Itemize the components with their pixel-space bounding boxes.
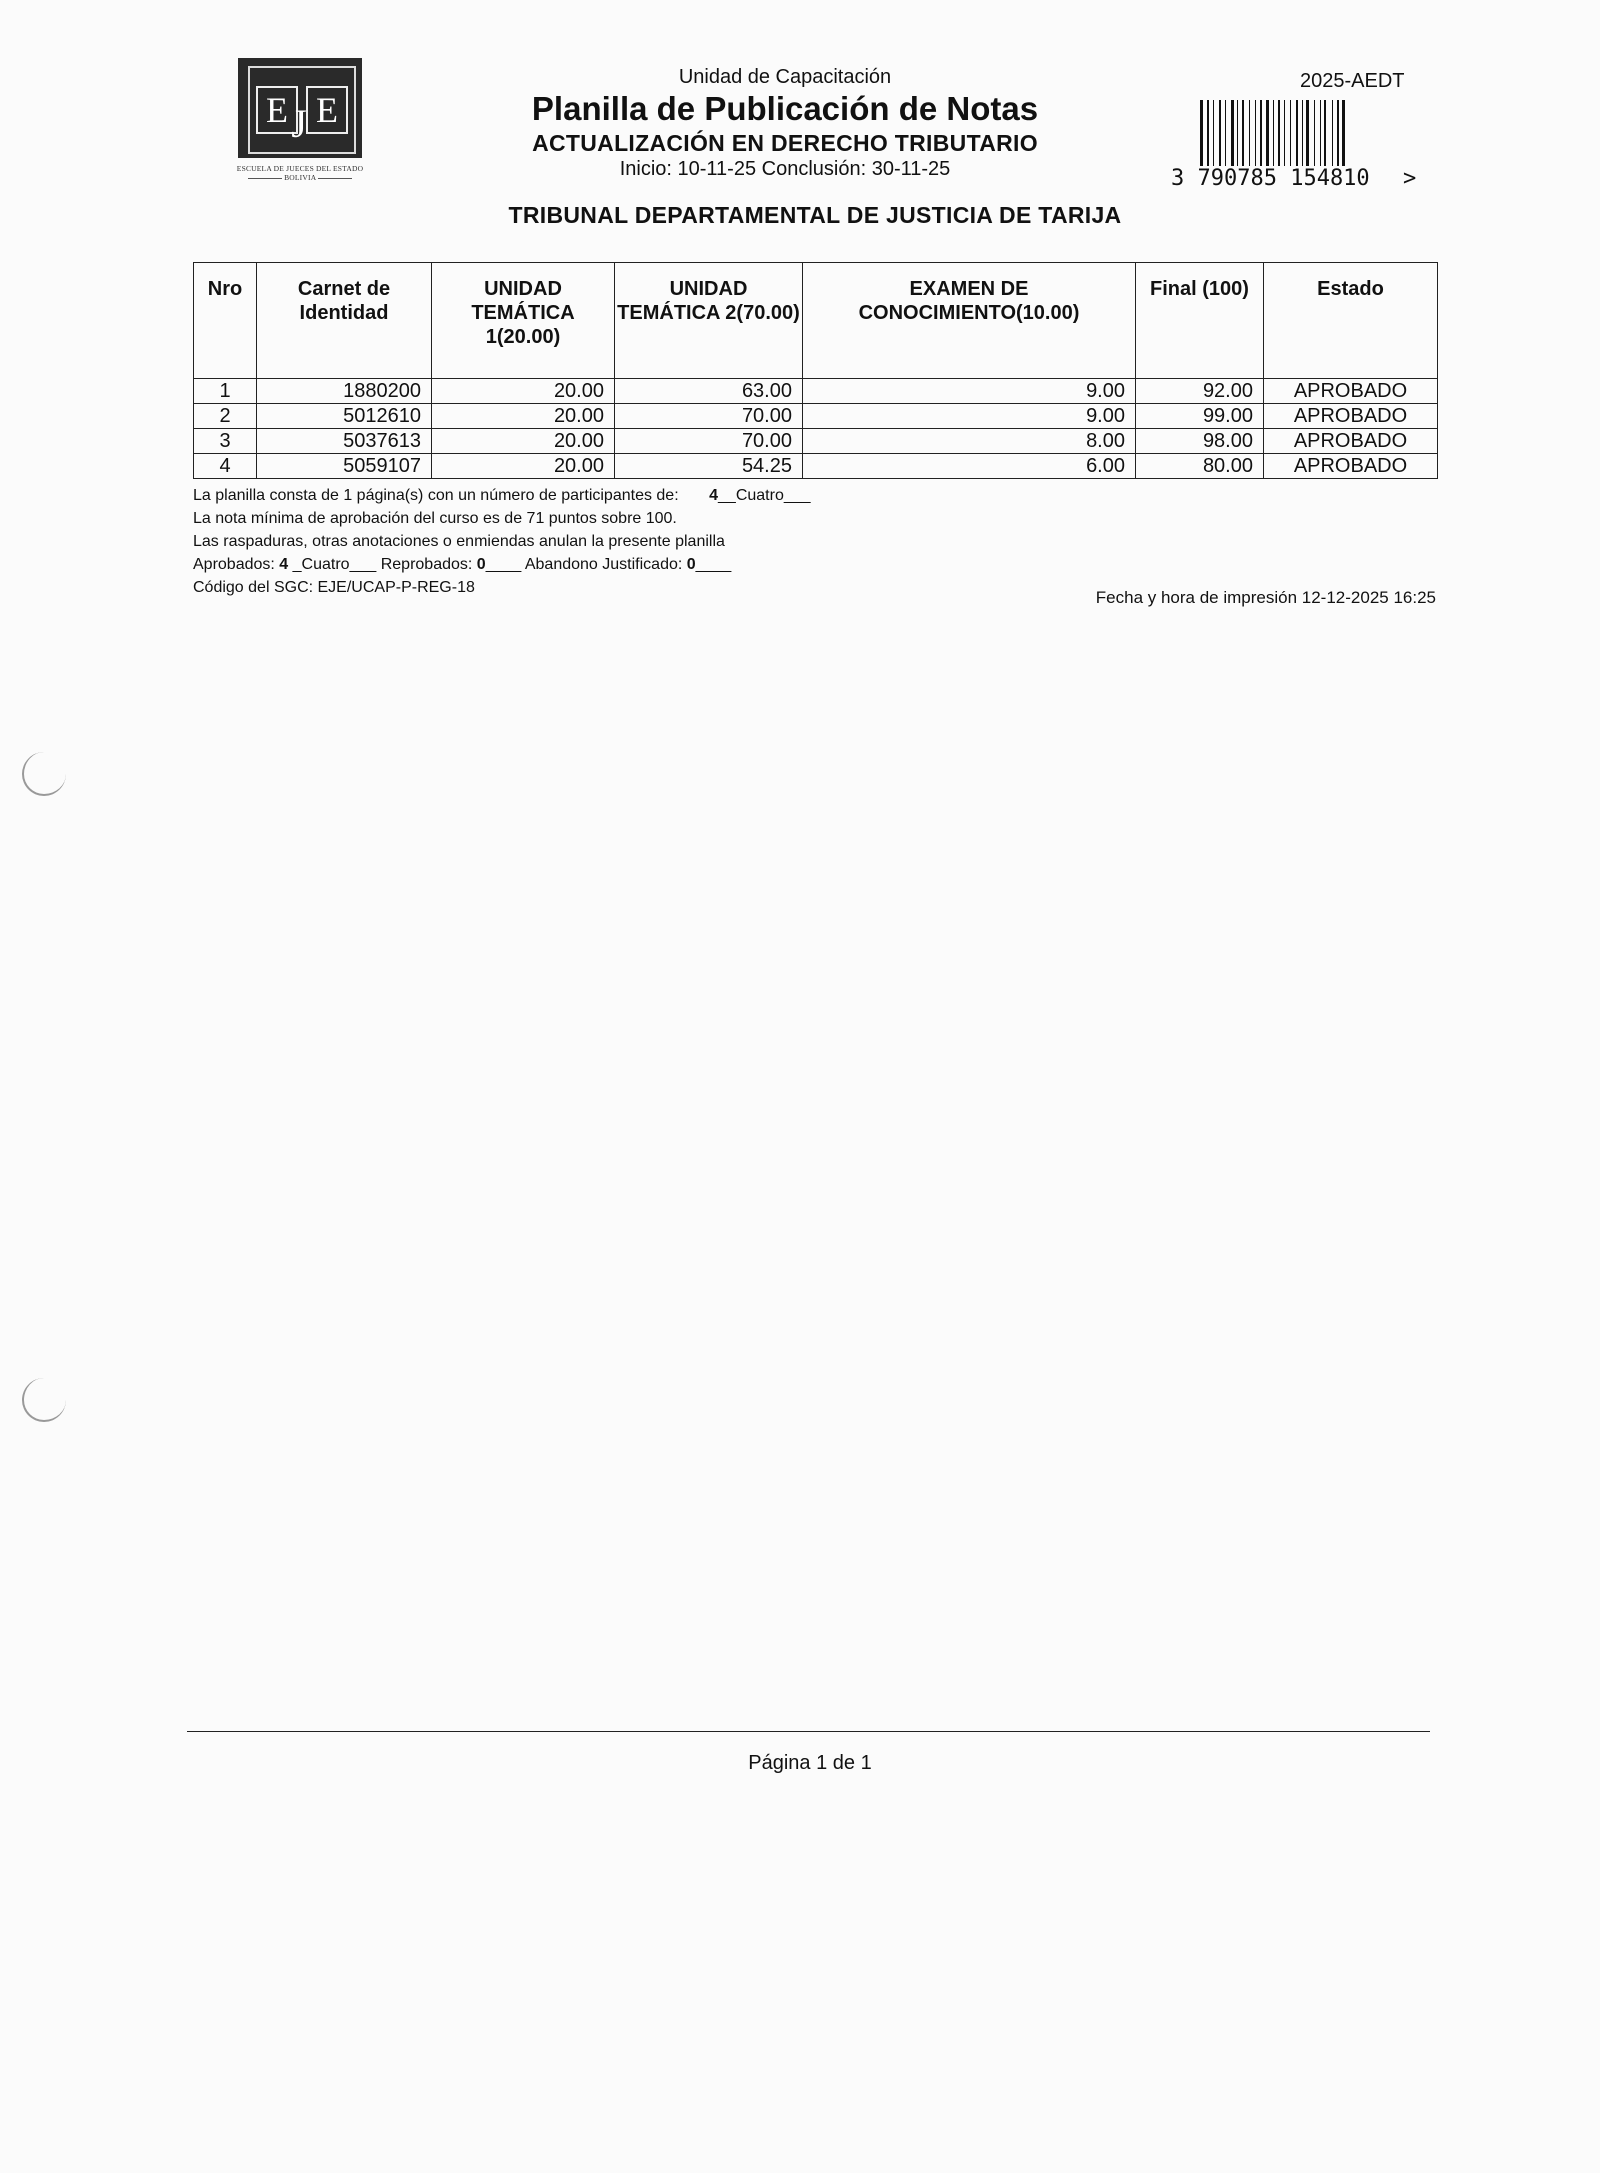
failed-label: Reprobados: — [380, 556, 473, 573]
cell-final: 98.00 — [1136, 429, 1264, 454]
cell-u2: 70.00 — [615, 429, 803, 454]
table-row — [194, 379, 1438, 404]
cell-u1: 20.00 — [432, 404, 615, 429]
table-header-row — [194, 263, 1438, 379]
cell-examen: 8.00 — [803, 429, 1136, 454]
approved-count: 4 — [279, 556, 289, 573]
barcode-suffix: > — [1402, 166, 1417, 191]
header-carnet: Carnet de Identidad — [257, 263, 432, 379]
header-examen: EXAMEN DE CONOCIMIENTO(10.00) — [803, 263, 1136, 379]
logo-caption-line1: ESCUELA DE JUECES DEL ESTADO — [236, 164, 364, 173]
table-row — [194, 454, 1438, 479]
cell-final: 92.00 — [1136, 379, 1264, 404]
table-row — [194, 429, 1438, 454]
sgc-code: Código del SGC: EJE/UCAP-P-REG-18 — [193, 579, 475, 596]
cell-u2: 63.00 — [615, 379, 803, 404]
cell-u1: 20.00 — [432, 429, 615, 454]
page-title: Planilla de Publicación de Notas — [531, 90, 1039, 127]
abandon-label: Abandono Justificado: — [524, 556, 683, 573]
cell-estado: APROBADO — [1264, 404, 1438, 429]
barcode — [1170, 100, 1450, 195]
header-estado: Estado — [1264, 263, 1438, 379]
cell-u1: 20.00 — [432, 379, 615, 404]
cell-examen: 9.00 — [803, 404, 1136, 429]
cell-examen: 9.00 — [803, 379, 1136, 404]
cell-u2: 54.25 — [615, 454, 803, 479]
participants-word: Cuatro — [735, 487, 784, 504]
print-datetime: Fecha y hora de impresión 12-12-2025 16:25 — [1095, 588, 1436, 607]
unit-label: Unidad de Capacitación — [678, 66, 892, 88]
cell-u2: 70.00 — [615, 404, 803, 429]
barcode-digits — [1170, 166, 1450, 191]
tribunal-name: TRIBUNAL DEPARTAMENTAL DE JUSTICIA DE TARIJA — [508, 202, 1122, 228]
page-number: Página 1 de 1 — [748, 1752, 872, 1774]
approved-word: Cuatro — [301, 556, 350, 573]
logo-letter-e2: E — [306, 86, 348, 134]
grades-table — [193, 262, 1438, 479]
cell-u1: 20.00 — [432, 454, 615, 479]
header-unidad1: UNIDAD TEMÁTICA 1(20.00) — [432, 263, 615, 379]
cell-nro: 4 — [194, 454, 257, 479]
participants-line: La planilla consta de 1 página(s) con un número de participantes de: 4__Cuatro___ — [193, 487, 811, 504]
participants-count: 4 — [709, 487, 719, 504]
cell-carnet: 1880200 — [257, 379, 432, 404]
cell-nro: 3 — [194, 429, 257, 454]
course-name: ACTUALIZACIÓN EN DERECHO TRIBUTARIO — [532, 130, 1038, 156]
cell-carnet: 5037613 — [257, 429, 432, 454]
punch-hole-mark — [22, 1378, 66, 1422]
cell-final: 80.00 — [1136, 454, 1264, 479]
cell-carnet: 5059107 — [257, 454, 432, 479]
failed-count: 0 — [476, 556, 486, 573]
document-code: 2025-AEDT — [1300, 70, 1405, 92]
cell-estado: APROBADO — [1264, 379, 1438, 404]
barcode-number: 3 790785 154810 — [1171, 166, 1370, 191]
header-unidad2: UNIDAD TEMÁTICA 2(70.00) — [615, 263, 803, 379]
header-nro: Nro — [194, 263, 257, 379]
header-final: Final (100) — [1136, 263, 1264, 379]
logo-letter-e1: E — [256, 86, 298, 134]
cell-nro: 2 — [194, 404, 257, 429]
cell-examen: 6.00 — [803, 454, 1136, 479]
logo-caption — [210, 164, 390, 182]
cell-estado: APROBADO — [1264, 454, 1438, 479]
cell-nro: 1 — [194, 379, 257, 404]
institution-logo — [210, 58, 390, 188]
min-grade-note: La nota mínima de aprobación del curso es de 71 puntos sobre 100. — [193, 510, 677, 527]
logo-caption-line2: BOLIVIA — [284, 173, 316, 182]
abandon-count: 0 — [686, 556, 696, 573]
footer-divider — [187, 1731, 1430, 1732]
logo-letter-j: J — [291, 101, 307, 146]
punch-hole-mark — [22, 752, 66, 796]
approved-label: Aprobados: — [193, 556, 275, 573]
course-dates: Inicio: 10-11-25 Conclusión: 30-11-25 — [619, 158, 951, 180]
participants-text: La planilla consta de 1 página(s) con un número de participantes de: — [193, 487, 679, 504]
cell-estado: APROBADO — [1264, 429, 1438, 454]
annul-note: Las raspaduras, otras anotaciones o enmiendas anulan la presente planilla — [193, 533, 725, 550]
cell-carnet: 5012610 — [257, 404, 432, 429]
table-row — [194, 404, 1438, 429]
summary-line: Aprobados: 4 _Cuatro___ Reprobados: 0____ Abandono Justificado: 0____ — [193, 556, 732, 573]
cell-final: 99.00 — [1136, 404, 1264, 429]
